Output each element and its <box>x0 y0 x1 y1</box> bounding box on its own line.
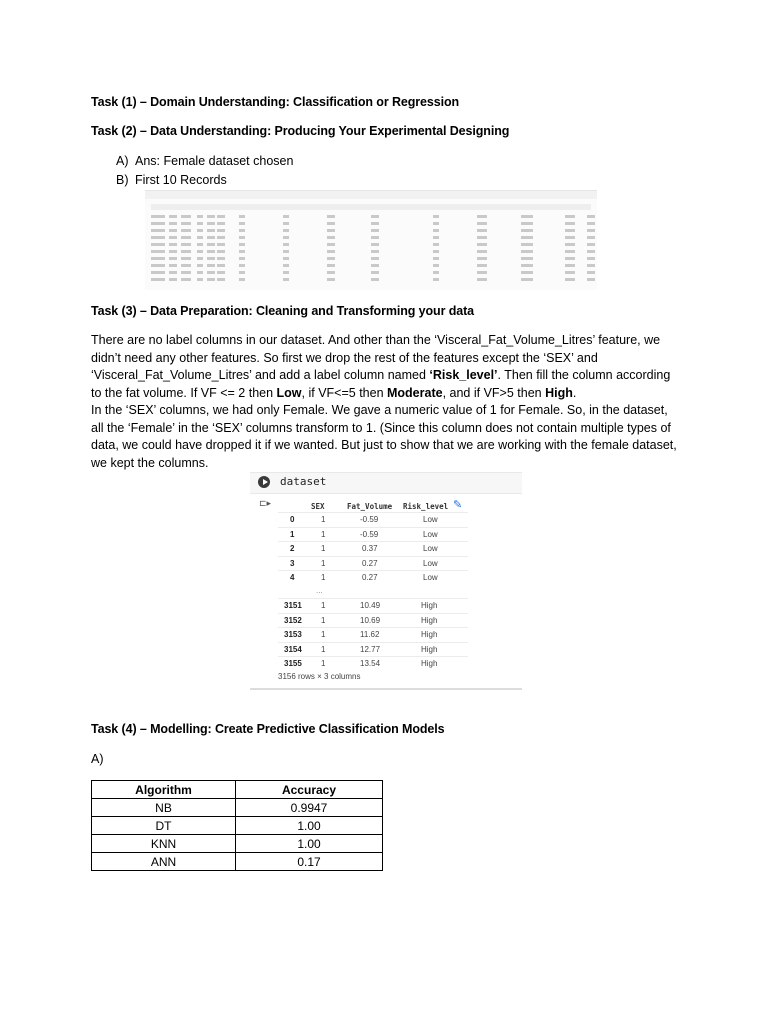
list-text-a: Ans: Female dataset chosen <box>135 154 294 168</box>
header-accuracy: Accuracy <box>236 781 383 799</box>
cell-risk-level: Low <box>423 529 438 539</box>
cell-sex: 1 <box>321 601 326 610</box>
tiny-record-row <box>151 215 591 218</box>
table-row <box>92 817 383 835</box>
accuracy-table <box>91 780 383 871</box>
first-10-records-screenshot <box>145 190 597 290</box>
dataframe-shape: 3156 rows × 3 columns <box>278 672 361 681</box>
list-marker-b: B) <box>116 173 129 187</box>
tiny-record-row <box>151 264 591 267</box>
row-index: 3154 <box>284 644 302 654</box>
cell-risk-level: Low <box>423 544 438 553</box>
tiny-record-row <box>151 222 591 225</box>
row-index: 4 <box>290 573 295 582</box>
cell-fat-volume: 10.69 <box>360 615 381 625</box>
tiny-record-row <box>151 250 591 253</box>
tiny-record-row <box>151 271 591 274</box>
cell-sex: 1 <box>321 615 326 625</box>
row-index: 3155 <box>284 659 302 668</box>
column-header-sex: SEX <box>311 502 325 511</box>
tiny-record-row <box>151 257 591 260</box>
task3-heading: Task (3) – Data Preparation: Cleaning and Transforming your data <box>91 304 475 318</box>
cell-sex: 1 <box>321 573 326 582</box>
column-header-risk-level: Risk_level <box>403 502 449 511</box>
task4-heading: Task (4) – Modelling: Create Predictive Classification Models <box>91 722 445 736</box>
cell-sex: 1 <box>321 515 326 524</box>
cell-sex: 1 <box>321 630 326 639</box>
tiny-record-row <box>151 236 591 239</box>
cell-sex: 1 <box>321 659 326 668</box>
cell-risk-level: High <box>421 601 438 610</box>
cell-fat-volume: 0.27 <box>362 573 378 582</box>
cell-risk-level: Low <box>423 515 438 524</box>
data-prep-paragraph-1: There are no label columns in our dataset. And other than the ‘Visceral_Fat_Volume_Litres’ feature, we didn’t need any other features. So first we drop the rest of the features except the ‘SEX’ and ‘Visceral_Fat_Volume_Litres’ and add a label column named ‘Risk_level’. Then fill the column according to the fat volume. If VF <= 2 then Low, if VF<=5 then Moderate, and if VF>5 then High. <box>91 333 671 400</box>
row-index: 1 <box>290 529 295 539</box>
cell-risk-level: High <box>421 659 438 668</box>
cell-accuracy: 1.00 <box>236 835 383 853</box>
cell-algorithm: ANN <box>92 853 236 871</box>
run-cell-icon[interactable] <box>258 476 270 488</box>
tiny-record-row <box>151 278 591 281</box>
output-toggle-icon: ⊏▸ <box>259 499 272 509</box>
cell-risk-level: Low <box>423 558 438 568</box>
header-algorithm: Algorithm <box>92 781 236 799</box>
cell-sex: 1 <box>321 544 326 553</box>
cell-fat-volume: 13.54 <box>360 659 381 668</box>
cell-fat-volume: 12.77 <box>360 644 381 654</box>
table-row <box>92 799 383 817</box>
cell-fat-volume: -0.59 <box>360 515 379 524</box>
row-index: 2 <box>290 544 295 553</box>
cell-risk-level: Low <box>423 573 438 582</box>
table-row <box>92 835 383 853</box>
list-text-b: First 10 Records <box>135 173 227 187</box>
cell-algorithm: DT <box>92 817 236 835</box>
ellipsis-row: ... <box>316 586 323 595</box>
cell-sex: 1 <box>321 558 326 568</box>
cell-fat-volume: 0.27 <box>362 558 378 568</box>
task4-sub-label: A) <box>91 752 104 766</box>
cell-accuracy: 0.9947 <box>236 799 383 817</box>
tiny-record-row <box>151 243 591 246</box>
row-index: 3 <box>290 558 295 568</box>
row-index: 3153 <box>284 630 302 639</box>
cell-accuracy: 0.17 <box>236 853 383 871</box>
cell-algorithm: KNN <box>92 835 236 853</box>
colab-dataset-output <box>250 472 522 690</box>
row-index: 3152 <box>284 615 302 625</box>
row-index: 0 <box>290 515 295 524</box>
cell-risk-level: High <box>421 615 438 625</box>
magic-wand-icon[interactable]: ✎ <box>453 499 463 511</box>
cell-algorithm: NB <box>92 799 236 817</box>
task2-heading: Task (2) – Data Understanding: Producing Your Experimental Designing <box>91 124 510 138</box>
cell-fat-volume: 11.62 <box>360 630 380 639</box>
cell-sex: 1 <box>321 529 326 539</box>
cell-sex: 1 <box>321 644 326 654</box>
task1-heading: Task (1) – Domain Understanding: Classification or Regression <box>91 95 460 109</box>
cell-risk-level: High <box>421 644 438 654</box>
cell-fat-volume: 0.37 <box>362 544 378 553</box>
cell-risk-level: High <box>421 630 438 639</box>
data-prep-paragraph-2: In the ‘SEX’ columns, we had only Female. We gave a numeric value of 1 for Female. So, in the dataset, all the ‘Female’ in the ‘SEX’ columns transform to 1. (Since this column does not contain multiple types of data, we could have dropped it if we wanted. But just to show that we are working with the female dataset, we kept the columns. <box>91 403 677 470</box>
tiny-record-row <box>151 229 591 232</box>
cell-fat-volume: -0.59 <box>360 529 379 539</box>
cell-fat-volume: 10.49 <box>360 601 381 610</box>
table-row <box>92 853 383 871</box>
code-text: dataset <box>280 475 327 488</box>
cell-accuracy: 1.00 <box>236 817 383 835</box>
column-header-fat-volume: Fat_Volume <box>347 502 393 511</box>
row-index: 3151 <box>284 601 302 610</box>
list-marker-a: A) <box>116 154 129 168</box>
